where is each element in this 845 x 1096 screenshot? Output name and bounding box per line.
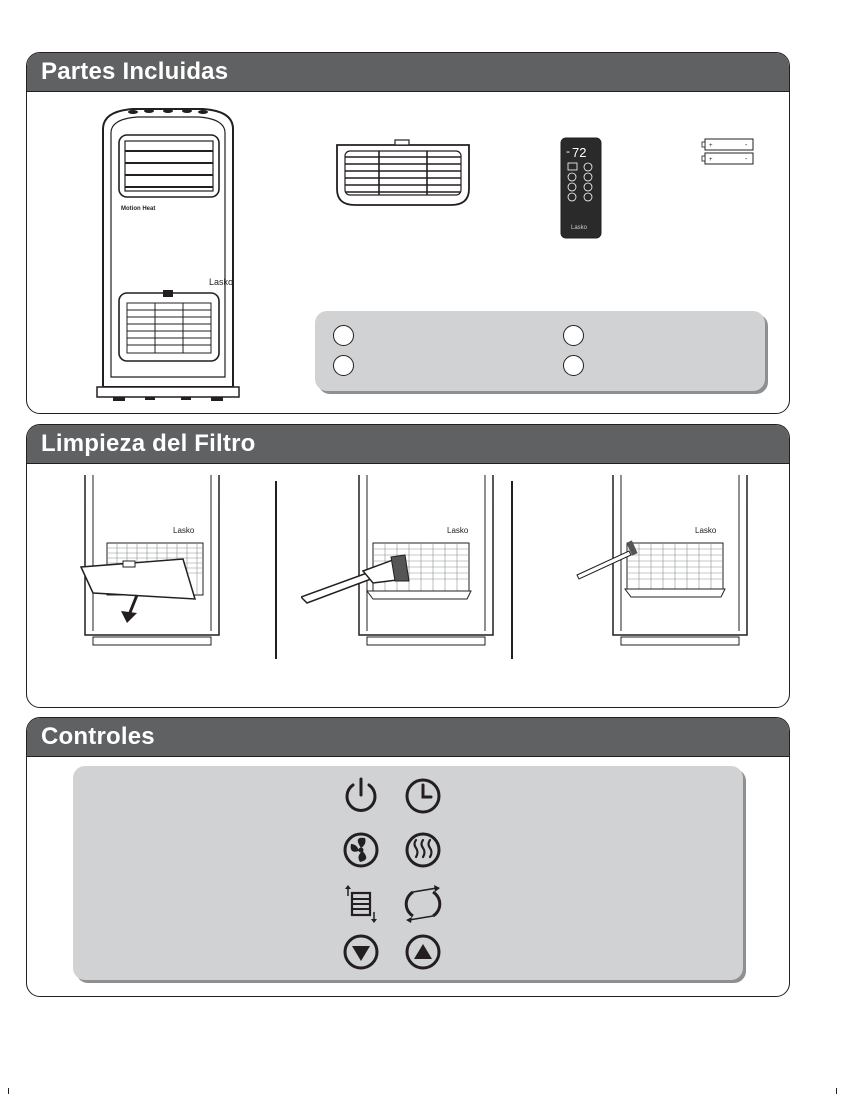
controls-title: Controles <box>41 723 155 750</box>
heater-brand: Lasko <box>209 277 234 287</box>
parts-header <box>27 53 789 92</box>
crop-mark-right <box>836 1088 837 1094</box>
step-divider-1 <box>275 481 277 659</box>
remote-illustration <box>560 137 602 239</box>
parts-title: Partes Incluidas <box>41 58 229 85</box>
remote-display: 72 <box>572 145 587 160</box>
cleaning-header <box>27 425 789 464</box>
cleaning-panel <box>26 424 790 708</box>
battery-plus-1: + <box>709 143 713 149</box>
fan-icon <box>341 830 381 870</box>
batteries-illustration <box>701 137 755 167</box>
crop-mark-left <box>8 1088 9 1094</box>
filter-reminder-icon <box>341 884 381 924</box>
heater-illustration <box>93 107 243 407</box>
battery-minus-1: - <box>745 142 748 149</box>
power-icon <box>341 776 381 816</box>
svg-text:-: - <box>566 144 570 158</box>
step2-brand: Lasko <box>447 526 469 535</box>
step-divider-2 <box>511 481 513 659</box>
parts-panel <box>26 52 790 414</box>
battery-minus-2: - <box>745 156 748 163</box>
oscillation-icon <box>403 884 443 924</box>
temperature-down-icon <box>341 932 381 972</box>
temperature-up-icon <box>403 932 443 972</box>
step3-brand: Lasko <box>695 526 717 535</box>
legend-marker-4 <box>563 355 584 376</box>
step1-brand: Lasko <box>173 526 195 535</box>
controls-box <box>73 766 743 980</box>
cleaning-step-1 <box>77 475 227 655</box>
legend-marker-3 <box>333 355 354 376</box>
timer-icon <box>403 776 443 816</box>
heat-icon <box>403 830 443 870</box>
remote-brand: Lasko <box>571 225 588 231</box>
heater-badge: Motion Heat <box>121 206 156 212</box>
parts-legend-box <box>315 311 765 391</box>
controls-header <box>27 718 789 757</box>
controls-panel <box>26 717 790 997</box>
filter-illustration <box>333 139 473 209</box>
legend-marker-1 <box>333 325 354 346</box>
legend-marker-2 <box>563 325 584 346</box>
cleaning-title: Limpieza del Filtro <box>41 430 256 457</box>
cleaning-step-3 <box>575 475 755 655</box>
battery-plus-2: + <box>709 157 713 163</box>
cleaning-step-2 <box>301 475 501 655</box>
